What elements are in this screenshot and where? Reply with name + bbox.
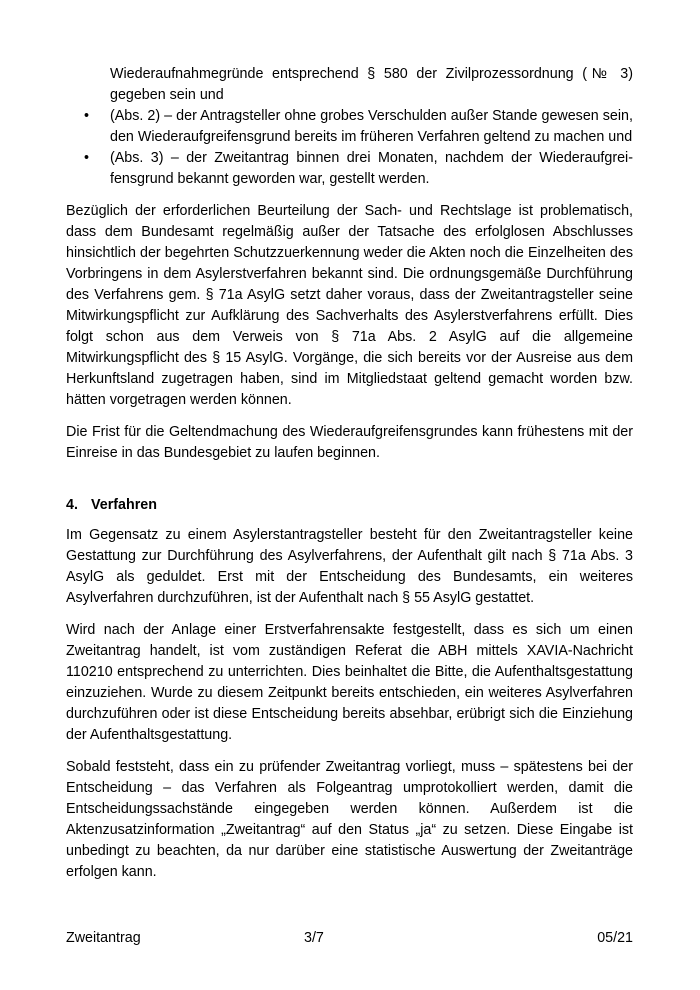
paragraph-assessment: Bezüglich der erforderlichen Beurteilung der Sach- und Rechtslage ist problematisch, dass dem Bundesamt regelmäßig außer der Tatsache des erfolglosen Abschlusses hinsichtlich der begehrten Schutzzuerkennung weder die Akten noch die Einzelheiten des Vorbringens in dem Asylerstverfahren bekannt sind. Die ordnungsgemäße Durchführung des Verfahrens gem. § 71a AsylG setzt daher voraus, dass der Zweitantragsteller seine Mitwirkungspflicht zur Aufklärung des Sachverhalts des Asylerstverfahrens erfüllt. Dies folgt schon aus dem Verweis von § 71a Abs. 2 AsylG auf die allgemeine Mitwirkungspflicht des § 15 AsylG. Vorgänge, die sich bereits vor der Ausreise aus dem Herkunftsland zugetragen haben, sind im Mitgliedstaat geltend gemacht worden bzw. hätten vorgetragen werden können.	[66, 203, 633, 408]
list-item	[66, 106, 633, 148]
footer-version-date: 05/21	[597, 930, 633, 946]
bullet-list	[66, 106, 633, 190]
paragraph-deadline: Die Frist für die Geltendmachung des Wiederaufgreifensgrundes kann frühestens mit der Einreise in das Bundesgebiet zu laufen beginnen.	[66, 424, 633, 461]
footer-document-title: Zweitantrag	[66, 930, 141, 946]
footer-page-number: 3/7	[304, 930, 324, 946]
section-title: Verfahren	[91, 497, 157, 513]
paragraph-procedure-1: Im Gegensatz zu einem Asylerstantragsteller besteht für den Zweitantragsteller keine Gestattung zur Durchführung des Asylverfahrens, der Aufenthalt gilt nach § 71a Abs. 3 AsylG als geduldet. Erst mit der Entscheidung des Bundesamts, ein weiteres Asylverfahren durchzuführen, ist der Aufenthalt nach § 55 AsylG gestattet.	[66, 527, 633, 606]
bullet-icon: •	[84, 150, 90, 166]
paragraph-procedure-2: Wird nach der Anlage einer Erstverfahrensakte festgestellt, dass es sich um einen Zweitantrag handelt, ist vom zuständigen Referat die ABH mittels XAVIA-Nachricht 110210 entsprechend zu unterrichten. Dies beinhaltet die Bitte, die Aufenthaltsgestattung einzuziehen. Wurde zu diesem Zeitpunkt bereits entschieden, ein weiteres Asylverfahren durchzuführen oder ist diese Entscheidung bereits absehbar, erübrigt sich die Einziehung der Aufenthaltsgestattung.	[66, 622, 633, 743]
list-item-text: (Abs. 2) – der Antragsteller ohne grobes Verschulden außer Stande gewesen sein, den Wiederaufgreifensgrund bereits im früheren Verfahren geltend zu machen und	[110, 108, 633, 145]
bullet-icon: •	[84, 108, 90, 124]
page-body	[66, 64, 633, 894]
paragraph-procedure-3: Sobald feststeht, dass ein zu prüfender Zweitantrag vorliegt, muss – spätestens bei der Entscheidung – das Verfahren als Folgeantrag umprotokolliert werden, damit die Entscheidungssachstände eingegeben werden können. Außerdem ist die Aktenzusatzinformation „Zweitantrag“ auf den Status „ja“ zu setzen. Diese Eingabe ist unbedingt zu beachten, da nur darüber eine statistische Auswertung der Zweitanträge erfolgen kann.	[66, 759, 633, 880]
section-number: 4.	[66, 497, 78, 513]
list-item-continuation: Wiederaufnahmegründe entsprechend § 580 der Zivilprozessordnung (№ 3) gegeben sein und	[110, 66, 633, 103]
list-item-text: (Abs. 3) – der Zweitantrag binnen drei Monaten, nachdem der Wiederaufgrei-fensgrund bekannt geworden war, gestellt werden.	[110, 150, 633, 187]
list-item	[66, 148, 633, 190]
section-heading	[66, 495, 633, 516]
